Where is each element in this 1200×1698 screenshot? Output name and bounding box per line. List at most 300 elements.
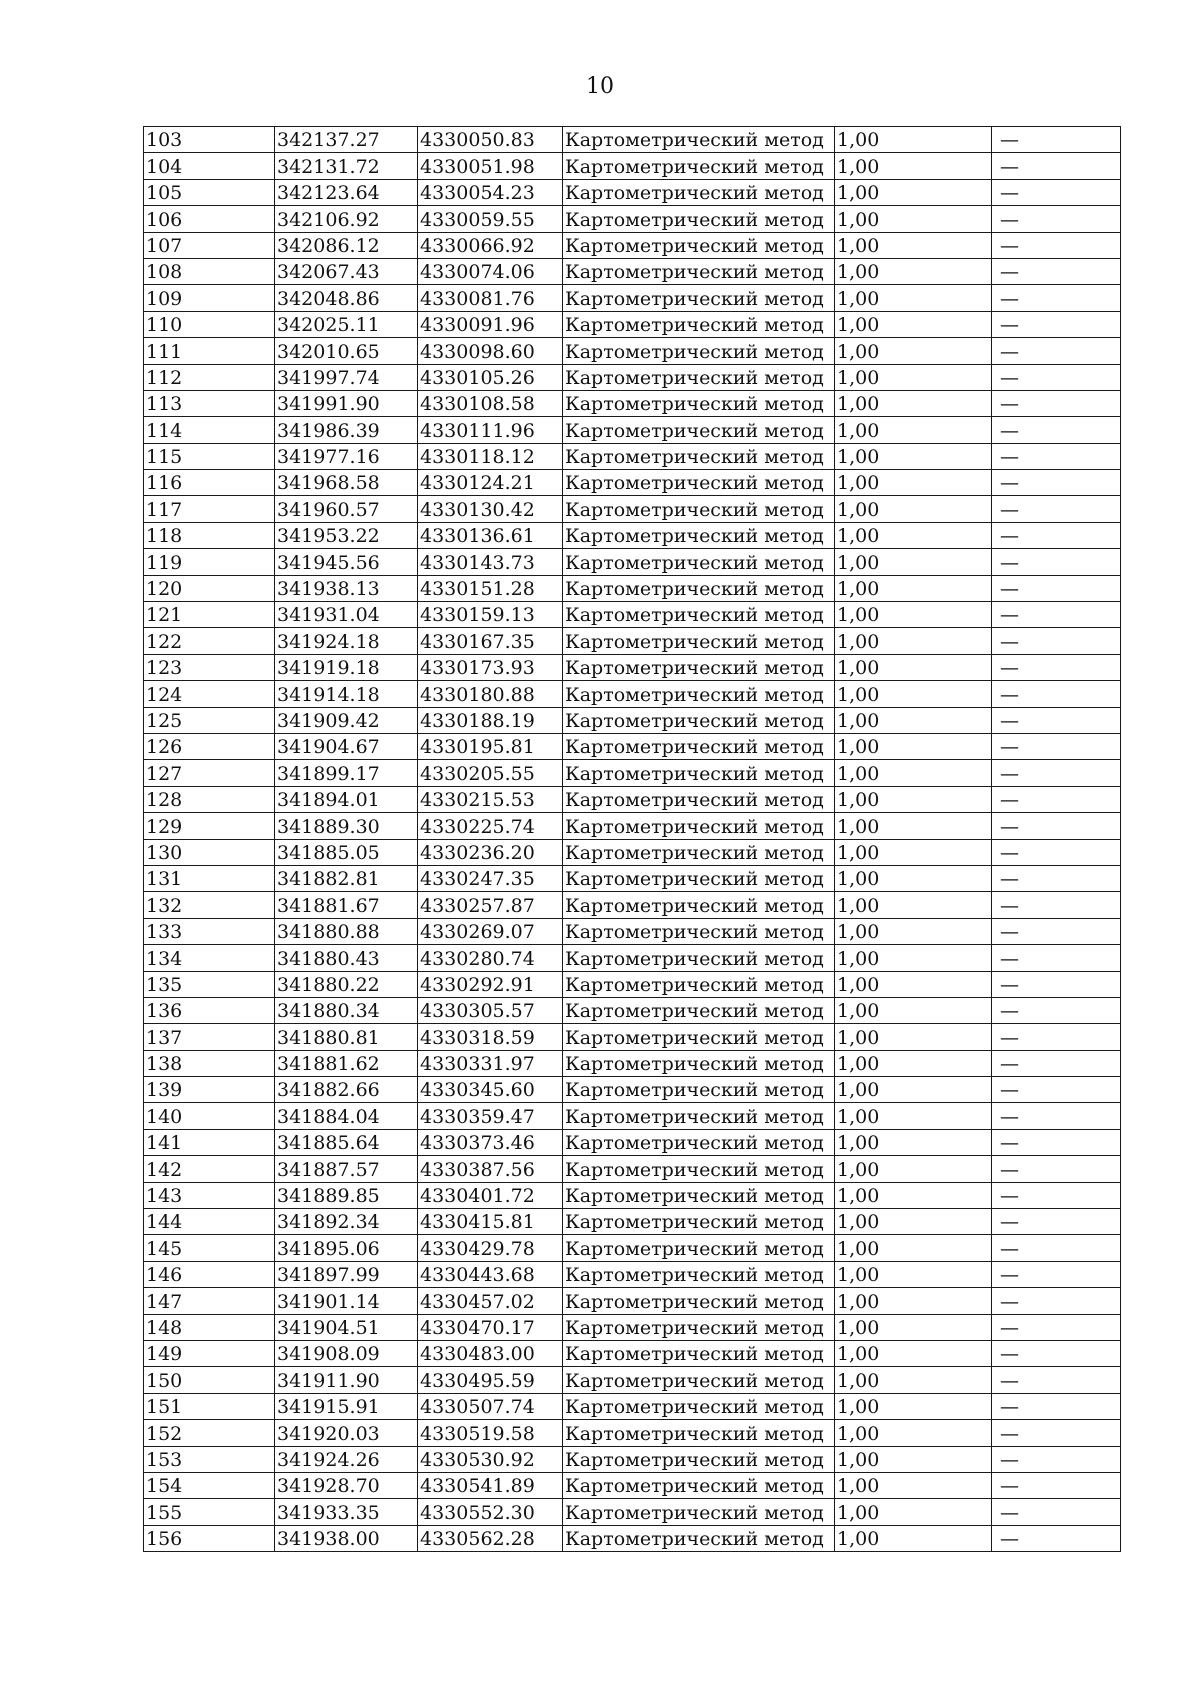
point-number-cell: 110 xyxy=(144,311,275,337)
method-cell: Картометрический метод xyxy=(563,602,835,628)
accuracy-cell: 1,00 xyxy=(835,945,992,971)
table-row xyxy=(144,760,1121,786)
table-row xyxy=(144,892,1121,918)
table-row xyxy=(144,1472,1121,1498)
table-row xyxy=(144,153,1121,179)
y-coordinate-cell: 4330257.87 xyxy=(418,892,563,918)
method-cell: Картометрический метод xyxy=(563,707,835,733)
method-cell: Картометрический метод xyxy=(563,522,835,548)
table-row xyxy=(144,285,1121,311)
accuracy-cell: 1,00 xyxy=(835,522,992,548)
y-coordinate-cell: 4330074.06 xyxy=(418,258,563,284)
x-coordinate-cell: 341924.18 xyxy=(275,628,418,654)
x-coordinate-cell: 342131.72 xyxy=(275,153,418,179)
accuracy-cell: 1,00 xyxy=(835,733,992,759)
table-row xyxy=(144,1103,1121,1129)
table-row xyxy=(144,496,1121,522)
x-coordinate-cell: 341885.64 xyxy=(275,1129,418,1155)
point-number-cell: 143 xyxy=(144,1182,275,1208)
y-coordinate-cell: 4330136.61 xyxy=(418,522,563,548)
y-coordinate-cell: 4330151.28 xyxy=(418,575,563,601)
table-body xyxy=(144,127,1121,1552)
dash-cell: — xyxy=(992,945,1121,971)
x-coordinate-cell: 341889.30 xyxy=(275,813,418,839)
point-number-cell: 114 xyxy=(144,417,275,443)
dash-cell: — xyxy=(992,1525,1121,1551)
x-coordinate-cell: 341889.85 xyxy=(275,1182,418,1208)
x-coordinate-cell: 341904.51 xyxy=(275,1314,418,1340)
table-row xyxy=(144,1209,1121,1235)
accuracy-cell: 1,00 xyxy=(835,1050,992,1076)
method-cell: Картометрический метод xyxy=(563,1235,835,1261)
dash-cell: — xyxy=(992,786,1121,812)
dash-cell: — xyxy=(992,311,1121,337)
accuracy-cell: 1,00 xyxy=(835,1525,992,1551)
table-row xyxy=(144,918,1121,944)
y-coordinate-cell: 4330269.07 xyxy=(418,918,563,944)
y-coordinate-cell: 4330066.92 xyxy=(418,232,563,258)
y-coordinate-cell: 4330292.91 xyxy=(418,971,563,997)
accuracy-cell: 1,00 xyxy=(835,1103,992,1129)
method-cell: Картометрический метод xyxy=(563,179,835,205)
y-coordinate-cell: 4330470.17 xyxy=(418,1314,563,1340)
accuracy-cell: 1,00 xyxy=(835,654,992,680)
table-row xyxy=(144,417,1121,443)
y-coordinate-cell: 4330111.96 xyxy=(418,417,563,443)
x-coordinate-cell: 341894.01 xyxy=(275,786,418,812)
point-number-cell: 139 xyxy=(144,1077,275,1103)
point-number-cell: 104 xyxy=(144,153,275,179)
table-row xyxy=(144,232,1121,258)
method-cell: Картометрический метод xyxy=(563,470,835,496)
dash-cell: — xyxy=(992,1499,1121,1525)
accuracy-cell: 1,00 xyxy=(835,1340,992,1366)
table-row xyxy=(144,1420,1121,1446)
dash-cell: — xyxy=(992,1235,1121,1261)
point-number-cell: 109 xyxy=(144,285,275,311)
dash-cell: — xyxy=(992,707,1121,733)
point-number-cell: 123 xyxy=(144,654,275,680)
table-row xyxy=(144,865,1121,891)
point-number-cell: 130 xyxy=(144,839,275,865)
y-coordinate-cell: 4330143.73 xyxy=(418,549,563,575)
point-number-cell: 149 xyxy=(144,1340,275,1366)
y-coordinate-cell: 4330483.00 xyxy=(418,1340,563,1366)
dash-cell: — xyxy=(992,602,1121,628)
table-row xyxy=(144,443,1121,469)
dash-cell: — xyxy=(992,1077,1121,1103)
table-row xyxy=(144,338,1121,364)
x-coordinate-cell: 341977.16 xyxy=(275,443,418,469)
method-cell: Картометрический метод xyxy=(563,285,835,311)
dash-cell: — xyxy=(992,1367,1121,1393)
dash-cell: — xyxy=(992,522,1121,548)
x-coordinate-cell: 342106.92 xyxy=(275,206,418,232)
x-coordinate-cell: 341897.99 xyxy=(275,1261,418,1287)
table-row xyxy=(144,1499,1121,1525)
method-cell: Картометрический метод xyxy=(563,1024,835,1050)
table-row xyxy=(144,549,1121,575)
x-coordinate-cell: 342086.12 xyxy=(275,232,418,258)
x-coordinate-cell: 341880.88 xyxy=(275,918,418,944)
y-coordinate-cell: 4330443.68 xyxy=(418,1261,563,1287)
x-coordinate-cell: 341881.67 xyxy=(275,892,418,918)
x-coordinate-cell: 342123.64 xyxy=(275,179,418,205)
table-row xyxy=(144,681,1121,707)
y-coordinate-cell: 4330401.72 xyxy=(418,1182,563,1208)
accuracy-cell: 1,00 xyxy=(835,364,992,390)
dash-cell: — xyxy=(992,496,1121,522)
accuracy-cell: 1,00 xyxy=(835,179,992,205)
point-number-cell: 124 xyxy=(144,681,275,707)
dash-cell: — xyxy=(992,443,1121,469)
dash-cell: — xyxy=(992,733,1121,759)
method-cell: Картометрический метод xyxy=(563,127,835,153)
dash-cell: — xyxy=(992,232,1121,258)
table-row xyxy=(144,654,1121,680)
method-cell: Картометрический метод xyxy=(563,1261,835,1287)
table-row xyxy=(144,1314,1121,1340)
table-row xyxy=(144,1050,1121,1076)
table-row xyxy=(144,813,1121,839)
dash-cell: — xyxy=(992,1156,1121,1182)
point-number-cell: 142 xyxy=(144,1156,275,1182)
method-cell: Картометрический метод xyxy=(563,1420,835,1446)
y-coordinate-cell: 4330331.97 xyxy=(418,1050,563,1076)
point-number-cell: 108 xyxy=(144,258,275,284)
point-number-cell: 122 xyxy=(144,628,275,654)
table-row xyxy=(144,733,1121,759)
method-cell: Картометрический метод xyxy=(563,496,835,522)
y-coordinate-cell: 4330495.59 xyxy=(418,1367,563,1393)
point-number-cell: 152 xyxy=(144,1420,275,1446)
accuracy-cell: 1,00 xyxy=(835,1024,992,1050)
method-cell: Картометрический метод xyxy=(563,813,835,839)
point-number-cell: 106 xyxy=(144,206,275,232)
method-cell: Картометрический метод xyxy=(563,997,835,1023)
x-coordinate-cell: 341953.22 xyxy=(275,522,418,548)
table-row xyxy=(144,786,1121,812)
point-number-cell: 135 xyxy=(144,971,275,997)
dash-cell: — xyxy=(992,575,1121,601)
accuracy-cell: 1,00 xyxy=(835,232,992,258)
coordinates-table xyxy=(143,126,1121,1552)
point-number-cell: 126 xyxy=(144,733,275,759)
method-cell: Картометрический метод xyxy=(563,681,835,707)
table-row xyxy=(144,1340,1121,1366)
point-number-cell: 107 xyxy=(144,232,275,258)
method-cell: Картометрический метод xyxy=(563,760,835,786)
y-coordinate-cell: 4330108.58 xyxy=(418,390,563,416)
point-number-cell: 116 xyxy=(144,470,275,496)
accuracy-cell: 1,00 xyxy=(835,918,992,944)
table-row xyxy=(144,127,1121,153)
table-row xyxy=(144,364,1121,390)
table-row xyxy=(144,258,1121,284)
point-number-cell: 153 xyxy=(144,1446,275,1472)
accuracy-cell: 1,00 xyxy=(835,443,992,469)
accuracy-cell: 1,00 xyxy=(835,1182,992,1208)
method-cell: Картометрический метод xyxy=(563,945,835,971)
method-cell: Картометрический метод xyxy=(563,1446,835,1472)
dash-cell: — xyxy=(992,549,1121,575)
x-coordinate-cell: 341882.81 xyxy=(275,865,418,891)
point-number-cell: 132 xyxy=(144,892,275,918)
x-coordinate-cell: 341880.34 xyxy=(275,997,418,1023)
x-coordinate-cell: 341919.18 xyxy=(275,654,418,680)
accuracy-cell: 1,00 xyxy=(835,285,992,311)
y-coordinate-cell: 4330345.60 xyxy=(418,1077,563,1103)
accuracy-cell: 1,00 xyxy=(835,1261,992,1287)
accuracy-cell: 1,00 xyxy=(835,628,992,654)
dash-cell: — xyxy=(992,1129,1121,1155)
accuracy-cell: 1,00 xyxy=(835,1446,992,1472)
accuracy-cell: 1,00 xyxy=(835,865,992,891)
x-coordinate-cell: 341920.03 xyxy=(275,1420,418,1446)
point-number-cell: 151 xyxy=(144,1393,275,1419)
y-coordinate-cell: 4330195.81 xyxy=(418,733,563,759)
point-number-cell: 154 xyxy=(144,1472,275,1498)
table-row xyxy=(144,628,1121,654)
table-row xyxy=(144,971,1121,997)
accuracy-cell: 1,00 xyxy=(835,681,992,707)
dash-cell: — xyxy=(992,918,1121,944)
accuracy-cell: 1,00 xyxy=(835,1420,992,1446)
accuracy-cell: 1,00 xyxy=(835,813,992,839)
y-coordinate-cell: 4330541.89 xyxy=(418,1472,563,1498)
dash-cell: — xyxy=(992,1182,1121,1208)
method-cell: Картометрический метод xyxy=(563,1077,835,1103)
x-coordinate-cell: 341991.90 xyxy=(275,390,418,416)
method-cell: Картометрический метод xyxy=(563,892,835,918)
table-row xyxy=(144,707,1121,733)
y-coordinate-cell: 4330105.26 xyxy=(418,364,563,390)
dash-cell: — xyxy=(992,179,1121,205)
y-coordinate-cell: 4330091.96 xyxy=(418,311,563,337)
method-cell: Картометрический метод xyxy=(563,654,835,680)
x-coordinate-cell: 341924.26 xyxy=(275,1446,418,1472)
x-coordinate-cell: 341908.09 xyxy=(275,1340,418,1366)
dash-cell: — xyxy=(992,1050,1121,1076)
method-cell: Картометрический метод xyxy=(563,918,835,944)
dash-cell: — xyxy=(992,892,1121,918)
table-row xyxy=(144,1156,1121,1182)
y-coordinate-cell: 4330387.56 xyxy=(418,1156,563,1182)
method-cell: Картометрический метод xyxy=(563,232,835,258)
y-coordinate-cell: 4330552.30 xyxy=(418,1499,563,1525)
y-coordinate-cell: 4330054.23 xyxy=(418,179,563,205)
method-cell: Картометрический метод xyxy=(563,364,835,390)
point-number-cell: 120 xyxy=(144,575,275,601)
table-row xyxy=(144,839,1121,865)
accuracy-cell: 1,00 xyxy=(835,892,992,918)
dash-cell: — xyxy=(992,628,1121,654)
y-coordinate-cell: 4330373.46 xyxy=(418,1129,563,1155)
point-number-cell: 140 xyxy=(144,1103,275,1129)
x-coordinate-cell: 341885.05 xyxy=(275,839,418,865)
method-cell: Картометрический метод xyxy=(563,1499,835,1525)
dash-cell: — xyxy=(992,971,1121,997)
x-coordinate-cell: 341884.04 xyxy=(275,1103,418,1129)
accuracy-cell: 1,00 xyxy=(835,338,992,364)
point-number-cell: 113 xyxy=(144,390,275,416)
y-coordinate-cell: 4330562.28 xyxy=(418,1525,563,1551)
y-coordinate-cell: 4330507.74 xyxy=(418,1393,563,1419)
x-coordinate-cell: 341909.42 xyxy=(275,707,418,733)
accuracy-cell: 1,00 xyxy=(835,549,992,575)
accuracy-cell: 1,00 xyxy=(835,1288,992,1314)
table-row xyxy=(144,1182,1121,1208)
y-coordinate-cell: 4330124.21 xyxy=(418,470,563,496)
method-cell: Картометрический метод xyxy=(563,417,835,443)
page-number: 10 xyxy=(586,74,614,99)
table-row xyxy=(144,522,1121,548)
method-cell: Картометрический метод xyxy=(563,1472,835,1498)
accuracy-cell: 1,00 xyxy=(835,1367,992,1393)
accuracy-cell: 1,00 xyxy=(835,1209,992,1235)
table-row xyxy=(144,1367,1121,1393)
dash-cell: — xyxy=(992,470,1121,496)
point-number-cell: 125 xyxy=(144,707,275,733)
y-coordinate-cell: 4330236.20 xyxy=(418,839,563,865)
dash-cell: — xyxy=(992,258,1121,284)
method-cell: Картометрический метод xyxy=(563,1050,835,1076)
dash-cell: — xyxy=(992,1261,1121,1287)
y-coordinate-cell: 4330280.74 xyxy=(418,945,563,971)
x-coordinate-cell: 341931.04 xyxy=(275,602,418,628)
table-row xyxy=(144,945,1121,971)
dash-cell: — xyxy=(992,1472,1121,1498)
point-number-cell: 147 xyxy=(144,1288,275,1314)
method-cell: Картометрический метод xyxy=(563,338,835,364)
accuracy-cell: 1,00 xyxy=(835,971,992,997)
dash-cell: — xyxy=(992,206,1121,232)
method-cell: Картометрический метод xyxy=(563,153,835,179)
x-coordinate-cell: 341915.91 xyxy=(275,1393,418,1419)
x-coordinate-cell: 341928.70 xyxy=(275,1472,418,1498)
x-coordinate-cell: 341911.90 xyxy=(275,1367,418,1393)
y-coordinate-cell: 4330081.76 xyxy=(418,285,563,311)
x-coordinate-cell: 342010.65 xyxy=(275,338,418,364)
method-cell: Картометрический метод xyxy=(563,1525,835,1551)
table-row xyxy=(144,390,1121,416)
y-coordinate-cell: 4330167.35 xyxy=(418,628,563,654)
x-coordinate-cell: 341945.56 xyxy=(275,549,418,575)
x-coordinate-cell: 341895.06 xyxy=(275,1235,418,1261)
accuracy-cell: 1,00 xyxy=(835,311,992,337)
dash-cell: — xyxy=(992,338,1121,364)
dash-cell: — xyxy=(992,390,1121,416)
accuracy-cell: 1,00 xyxy=(835,1393,992,1419)
method-cell: Картометрический метод xyxy=(563,733,835,759)
table-row xyxy=(144,575,1121,601)
table-row xyxy=(144,1024,1121,1050)
accuracy-cell: 1,00 xyxy=(835,258,992,284)
point-number-cell: 111 xyxy=(144,338,275,364)
dash-cell: — xyxy=(992,839,1121,865)
method-cell: Картометрический метод xyxy=(563,1156,835,1182)
point-number-cell: 105 xyxy=(144,179,275,205)
y-coordinate-cell: 4330050.83 xyxy=(418,127,563,153)
y-coordinate-cell: 4330457.02 xyxy=(418,1288,563,1314)
accuracy-cell: 1,00 xyxy=(835,127,992,153)
accuracy-cell: 1,00 xyxy=(835,1314,992,1340)
y-coordinate-cell: 4330098.60 xyxy=(418,338,563,364)
dash-cell: — xyxy=(992,1103,1121,1129)
y-coordinate-cell: 4330359.47 xyxy=(418,1103,563,1129)
point-number-cell: 131 xyxy=(144,865,275,891)
accuracy-cell: 1,00 xyxy=(835,153,992,179)
y-coordinate-cell: 4330215.53 xyxy=(418,786,563,812)
accuracy-cell: 1,00 xyxy=(835,997,992,1023)
method-cell: Картометрический метод xyxy=(563,1340,835,1366)
method-cell: Картометрический метод xyxy=(563,258,835,284)
y-coordinate-cell: 4330519.58 xyxy=(418,1420,563,1446)
dash-cell: — xyxy=(992,1420,1121,1446)
accuracy-cell: 1,00 xyxy=(835,575,992,601)
point-number-cell: 144 xyxy=(144,1209,275,1235)
x-coordinate-cell: 342048.86 xyxy=(275,285,418,311)
table-row xyxy=(144,311,1121,337)
point-number-cell: 148 xyxy=(144,1314,275,1340)
method-cell: Картометрический метод xyxy=(563,1182,835,1208)
accuracy-cell: 1,00 xyxy=(835,390,992,416)
accuracy-cell: 1,00 xyxy=(835,417,992,443)
point-number-cell: 103 xyxy=(144,127,275,153)
table-row xyxy=(144,206,1121,232)
y-coordinate-cell: 4330247.35 xyxy=(418,865,563,891)
x-coordinate-cell: 342137.27 xyxy=(275,127,418,153)
method-cell: Картометрический метод xyxy=(563,206,835,232)
accuracy-cell: 1,00 xyxy=(835,1129,992,1155)
x-coordinate-cell: 341938.13 xyxy=(275,575,418,601)
y-coordinate-cell: 4330173.93 xyxy=(418,654,563,680)
y-coordinate-cell: 4330159.13 xyxy=(418,602,563,628)
y-coordinate-cell: 4330188.19 xyxy=(418,707,563,733)
table-row xyxy=(144,997,1121,1023)
method-cell: Картометрический метод xyxy=(563,839,835,865)
table-row xyxy=(144,1077,1121,1103)
table-row xyxy=(144,1129,1121,1155)
y-coordinate-cell: 4330530.92 xyxy=(418,1446,563,1472)
y-coordinate-cell: 4330118.12 xyxy=(418,443,563,469)
x-coordinate-cell: 341938.00 xyxy=(275,1525,418,1551)
method-cell: Картометрический метод xyxy=(563,1288,835,1314)
dash-cell: — xyxy=(992,760,1121,786)
accuracy-cell: 1,00 xyxy=(835,206,992,232)
accuracy-cell: 1,00 xyxy=(835,760,992,786)
x-coordinate-cell: 341881.62 xyxy=(275,1050,418,1076)
dash-cell: — xyxy=(992,1446,1121,1472)
method-cell: Картометрический метод xyxy=(563,628,835,654)
point-number-cell: 155 xyxy=(144,1499,275,1525)
table-row xyxy=(144,1261,1121,1287)
method-cell: Картометрический метод xyxy=(563,1393,835,1419)
method-cell: Картометрический метод xyxy=(563,311,835,337)
point-number-cell: 127 xyxy=(144,760,275,786)
x-coordinate-cell: 341968.58 xyxy=(275,470,418,496)
point-number-cell: 115 xyxy=(144,443,275,469)
x-coordinate-cell: 341986.39 xyxy=(275,417,418,443)
dash-cell: — xyxy=(992,654,1121,680)
x-coordinate-cell: 342067.43 xyxy=(275,258,418,284)
method-cell: Картометрический метод xyxy=(563,971,835,997)
point-number-cell: 145 xyxy=(144,1235,275,1261)
dash-cell: — xyxy=(992,417,1121,443)
table-row xyxy=(144,179,1121,205)
y-coordinate-cell: 4330225.74 xyxy=(418,813,563,839)
dash-cell: — xyxy=(992,364,1121,390)
